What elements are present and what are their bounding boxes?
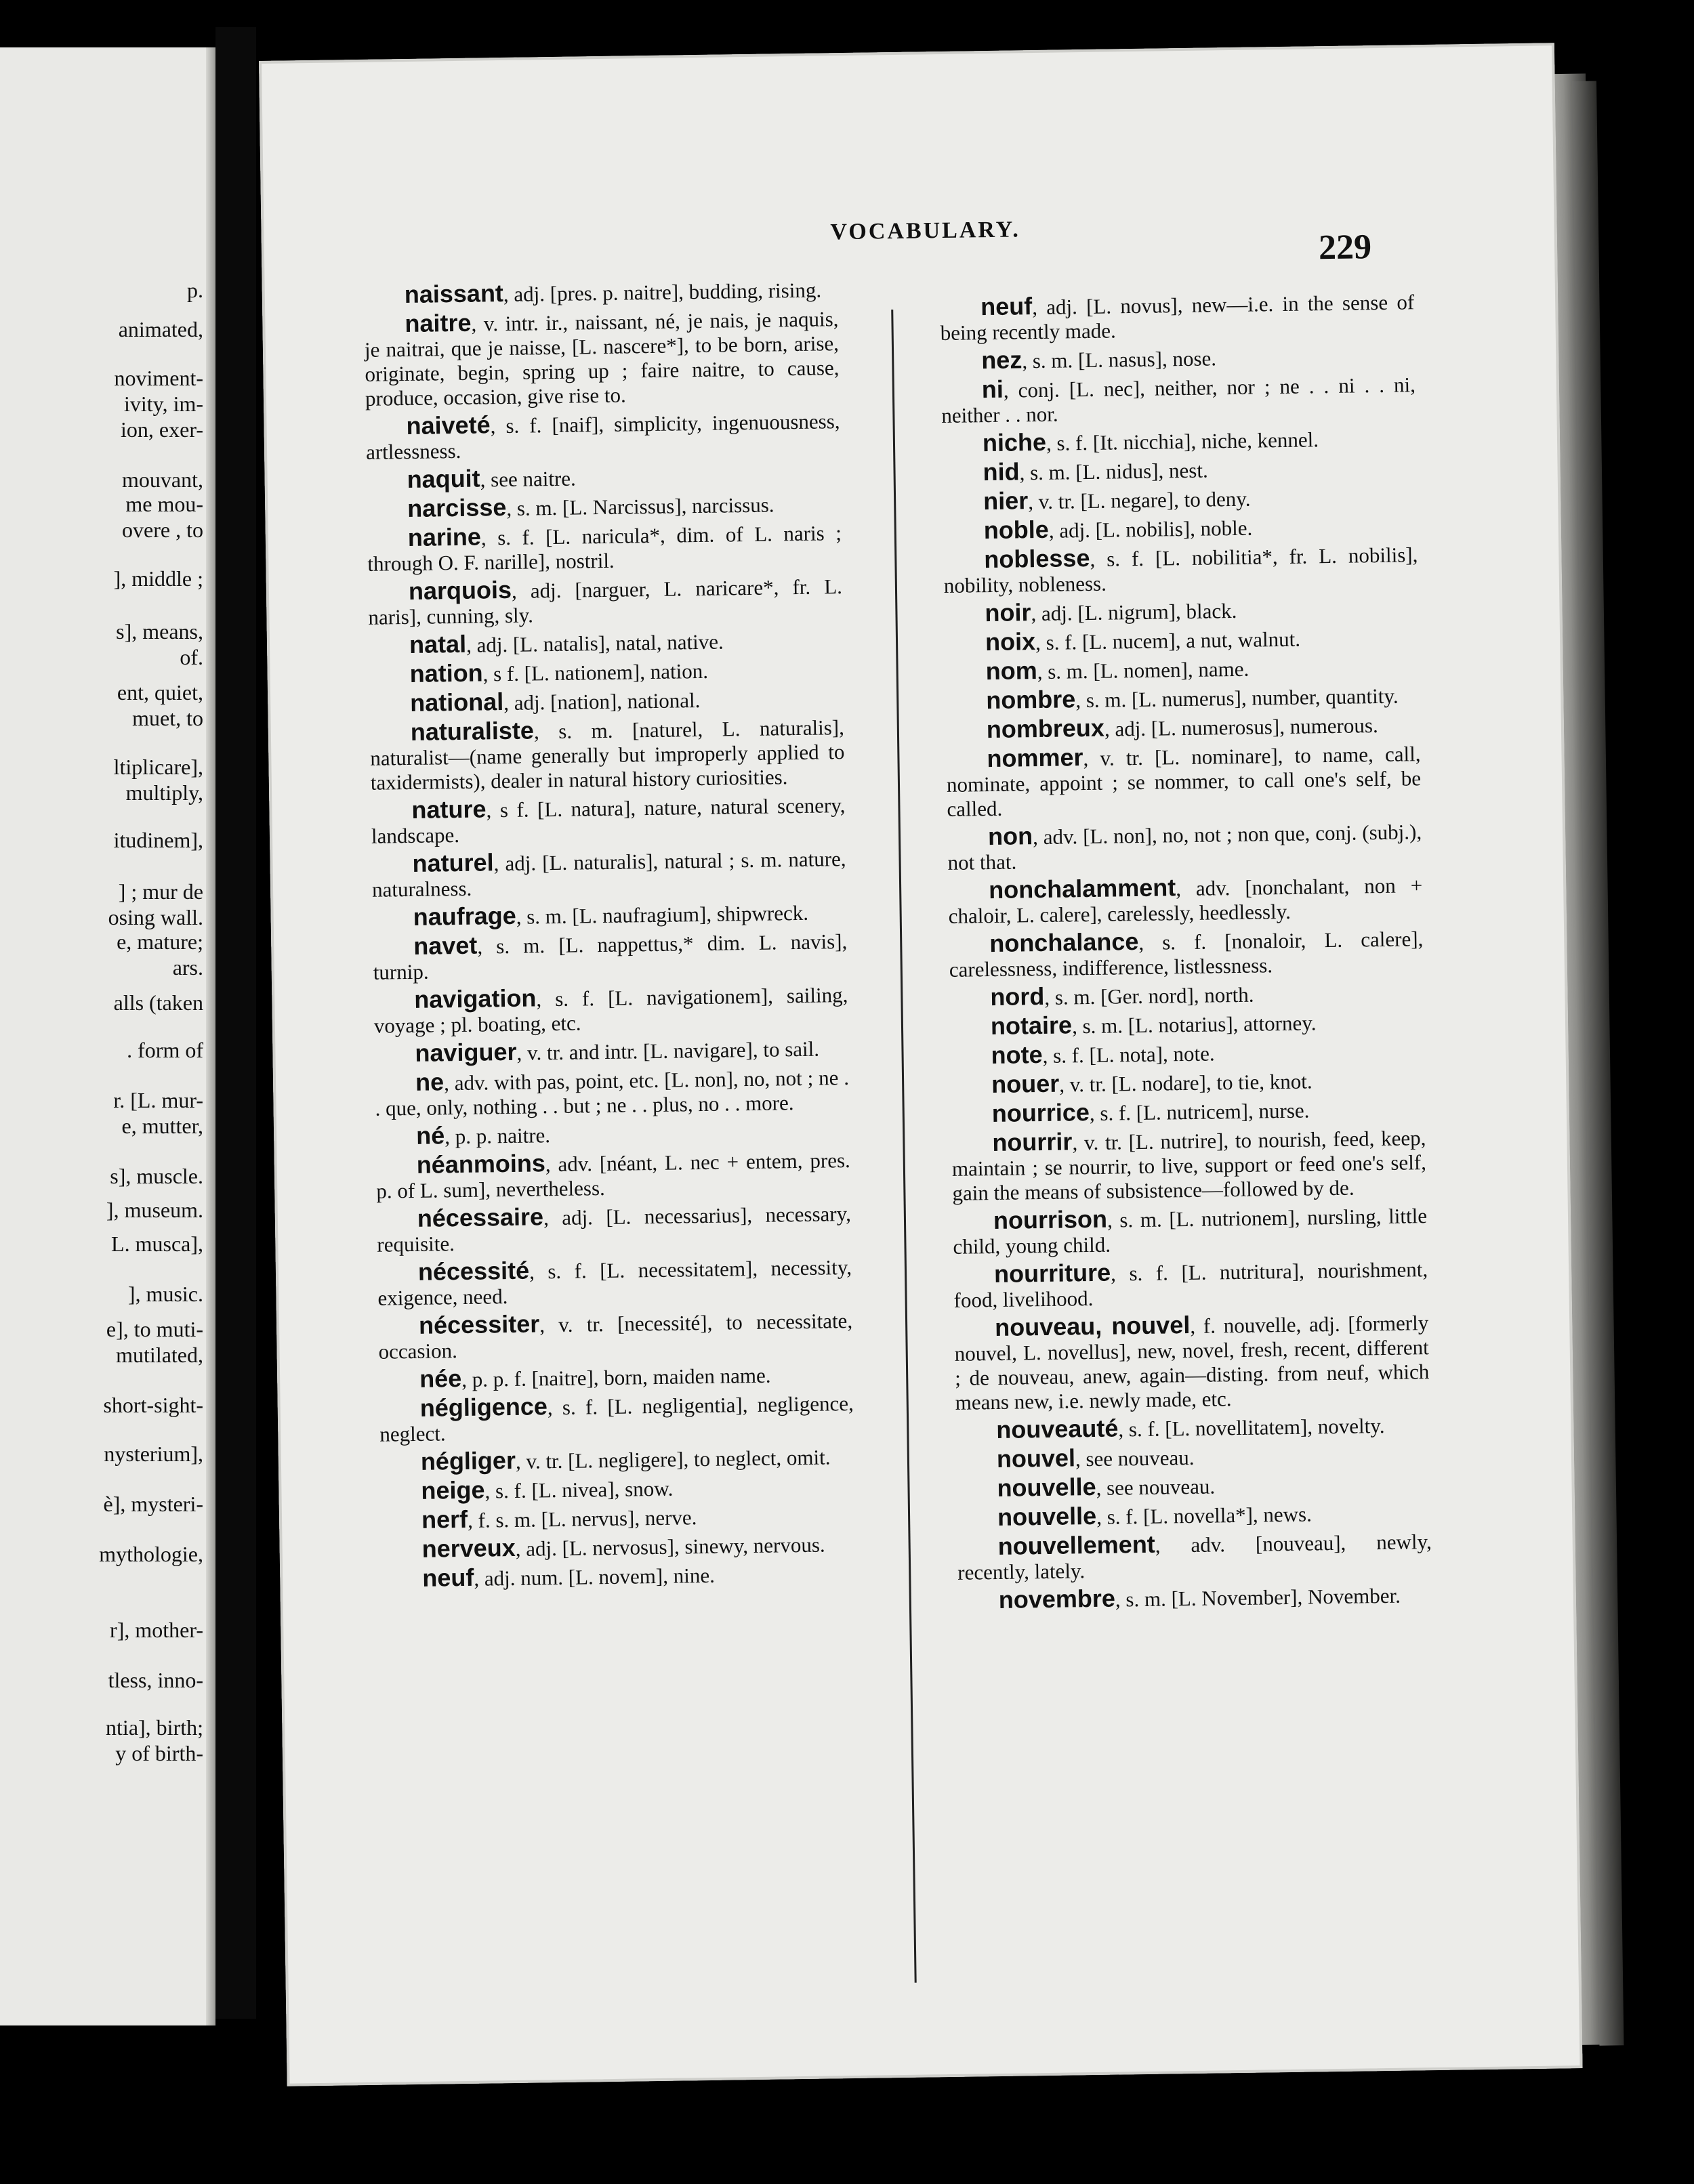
left-page-line: ntia], birth;	[106, 1715, 203, 1740]
dictionary-entry	[371, 792, 846, 849]
dictionary-entry	[948, 872, 1423, 929]
entry-definition: , v. tr. [L. negare], to deny.	[1027, 486, 1251, 514]
left-page-line: osing wall.	[108, 905, 203, 929]
entry-headword: nombre	[985, 685, 1076, 715]
dictionary-entry	[949, 925, 1424, 982]
entry-definition: , s. m. [L. naufragium], shipwreck.	[516, 900, 809, 929]
entry-headword: nid	[983, 457, 1020, 486]
entry-definition: , s. m. [L. nasus], nose.	[1022, 346, 1217, 373]
entry-headword: nouveauté	[996, 1414, 1119, 1444]
column-rule	[891, 310, 916, 1983]
entry-headword: noble	[983, 515, 1050, 545]
dictionary-entry	[381, 1502, 855, 1534]
entry-headword: née	[419, 1364, 462, 1393]
dictionary-entry	[951, 1095, 1426, 1128]
dictionary-entry	[941, 342, 1415, 375]
entry-headword: neuf	[980, 292, 1033, 321]
entry-headword: narcisse	[407, 492, 507, 523]
left-page-line: r. [L. mur-	[113, 1088, 203, 1112]
entry-headword: noir	[985, 598, 1031, 627]
entry-headword: nonchalamment	[988, 873, 1176, 904]
entry-headword: nouvelle	[997, 1472, 1096, 1502]
right-column	[940, 289, 1432, 1618]
dictionary-entry	[953, 1256, 1428, 1313]
entry-headword: nouvellement	[997, 1530, 1156, 1560]
left-page-line: ], music.	[127, 1282, 203, 1306]
dictionary-entry	[371, 845, 846, 902]
entry-headword: naiveté	[406, 411, 491, 440]
entry-headword: neuf	[422, 1563, 474, 1592]
left-page-line: tless, inno-	[108, 1668, 203, 1692]
left-page-line: of.	[180, 645, 203, 669]
dictionary-entry	[945, 624, 1419, 656]
entry-headword: nourrir	[992, 1127, 1073, 1157]
dictionary-entry	[376, 1147, 851, 1204]
entry-headword: natal	[409, 629, 467, 658]
dictionary-entry	[374, 1035, 848, 1068]
entry-definition: , conj. [L. nec], neither, nor ; ne . . ni . . ni, neither . . nor.	[941, 373, 1416, 427]
dictionary-entry	[941, 371, 1416, 428]
entry-definition: , s. f. [L. naricula*, dim. of L. naris ; through O. F. narille], nostril.	[367, 521, 842, 576]
dictionary-entry	[381, 1560, 856, 1593]
entry-definition: , s. f. [L. novellitatem], novelty.	[1118, 1414, 1385, 1442]
left-page-line: s], means,	[116, 619, 203, 644]
dictionary-entry	[369, 656, 843, 688]
entry-definition: , s. f. [L. nucem], a nut, walnut.	[1035, 627, 1301, 655]
entry-definition: , s. f. [L. nota], note.	[1042, 1041, 1215, 1068]
entry-headword: nourrice	[991, 1098, 1090, 1128]
entry-headword: naitre	[405, 308, 472, 338]
left-page-line: multiply,	[125, 780, 203, 805]
left-page-line: muet, to	[132, 706, 203, 730]
dictionary-entry	[380, 1473, 854, 1505]
entry-headword: nouer	[991, 1069, 1060, 1099]
left-page-line: . form of	[127, 1038, 203, 1062]
dictionary-entry	[379, 1361, 853, 1393]
left-page-line: y of birth-	[115, 1741, 203, 1765]
left-page-line: overe , to	[122, 518, 203, 542]
entry-definition: , adj. [narguer, L. naricare*, fr. L. naris], cunning, sly.	[368, 574, 843, 629]
dictionary-entry	[945, 653, 1419, 686]
entry-headword: nécessité	[417, 1256, 530, 1286]
entry-definition: , adv. [néant, L. nec + entem, pres. p. of L. sum], nevertheless.	[376, 1148, 850, 1203]
entry-headword: nouveau, nouvel	[994, 1310, 1191, 1342]
entry-definition: , see nouveau.	[1075, 1445, 1195, 1471]
left-page-line: ars.	[172, 955, 203, 980]
entry-definition: , s. f. [It. nicchia], niche, kennel.	[1046, 427, 1319, 455]
entry-headword: nez	[980, 345, 1022, 375]
dictionary-entry	[951, 1125, 1426, 1206]
dictionary-entry	[950, 1008, 1424, 1041]
left-page-line: noviment-	[114, 366, 203, 390]
entry-definition: , v. tr. [necessité], to necessitate, occasion.	[378, 1308, 853, 1364]
left-page-line: nysterium],	[104, 1442, 203, 1466]
dictionary-entry	[943, 483, 1417, 516]
entry-headword: nonchalance	[989, 927, 1139, 958]
dictionary-entry	[951, 1066, 1425, 1099]
dictionary-entry	[378, 1307, 853, 1364]
entry-headword: navet	[413, 931, 478, 960]
dictionary-entry	[367, 520, 842, 576]
entry-definition: , p. p. naitre.	[444, 1123, 551, 1149]
entry-headword: naissant	[404, 278, 504, 309]
entry-headword: naufrage	[413, 901, 516, 931]
entry-headword: nom	[985, 656, 1037, 686]
left-page-line: ] ; mur de	[118, 879, 203, 904]
dictionary-entry	[369, 685, 844, 717]
entry-definition: , s. f. [L. necessitatem], necessity, exigence, need.	[377, 1255, 852, 1310]
entry-definition: , s. m. [Ger. nord], north.	[1044, 982, 1254, 1009]
dictionary-entry	[367, 490, 841, 523]
entry-headword: nombreux	[986, 713, 1105, 744]
left-page-fold	[206, 47, 215, 2025]
entry-headword: nier	[983, 486, 1029, 516]
dictionary-entry	[956, 1470, 1430, 1503]
entry-headword: ni	[981, 375, 1004, 404]
entry-definition: , s f. [L. nationem], nation.	[482, 658, 709, 686]
entry-headword: nouvel	[996, 1444, 1076, 1473]
left-page-line: mythologie,	[99, 1542, 203, 1566]
entry-definition: , s. f. [L. nobilitia*, fr. L. nobilis], nobility, nobleness.	[943, 543, 1418, 597]
entry-headword: noblesse	[984, 543, 1090, 574]
entry-headword: nature	[411, 795, 487, 824]
entry-headword: nation	[409, 658, 483, 688]
book-gutter	[215, 27, 256, 2019]
dictionary-entry	[944, 595, 1418, 627]
entry-headword: nécessaire	[417, 1202, 544, 1232]
entry-definition: , s. m. [L. notarius], attorney.	[1071, 1011, 1317, 1038]
dictionary-entry	[381, 1531, 855, 1563]
entry-headword: nerveux	[421, 1533, 516, 1563]
entry-headword: ne	[415, 1068, 445, 1096]
left-page-line: ion, exer-	[121, 417, 203, 442]
entry-headword: nécessiter	[418, 1309, 540, 1339]
dictionary-entry	[947, 818, 1422, 875]
dictionary-entry	[942, 454, 1416, 486]
entry-headword: né	[415, 1121, 445, 1150]
entry-definition: , s. m. [L. November], November.	[1115, 1583, 1401, 1612]
dictionary-entry	[369, 627, 843, 659]
left-page-line: r], mother-	[110, 1618, 203, 1642]
entry-definition: , s. f. [L. nivea], snow.	[484, 1476, 674, 1503]
entry-definition: , s. f. [L. negligentia], negligence, neglect.	[379, 1391, 854, 1446]
entry-headword: néanmoins	[416, 1149, 546, 1179]
entry-definition: , s. m. [L. Narcissus], narcissus.	[506, 492, 774, 520]
entry-definition: , adj. [L. numerosus], numerous.	[1104, 713, 1378, 741]
entry-headword: neige	[421, 1475, 485, 1505]
entry-definition: , p. p. f. [naitre], born, maiden name.	[461, 1363, 771, 1392]
left-page-line: short-sight-	[103, 1393, 203, 1417]
entry-definition: , v. intr. ir., naissant, né, je nais, je naquis, je naitrai, que je naisse, [L. nascere*], to be born, arise, originate, begin, spring up ; faire naitre, to cause, produce, occasion, give rise to.	[364, 307, 840, 411]
entry-headword: nourriture	[993, 1258, 1111, 1288]
dictionary-entry	[365, 408, 840, 465]
entry-definition: , s. f. [L. novella*], news.	[1096, 1502, 1313, 1529]
entry-headword: naquit	[407, 464, 480, 494]
dictionary-entry	[943, 541, 1418, 598]
entry-headword: national	[409, 688, 504, 717]
dictionary-entry	[368, 573, 843, 630]
dictionary-entry	[957, 1528, 1432, 1585]
dictionary-entry	[940, 289, 1415, 345]
dictionary-entry	[370, 714, 845, 795]
left-page-line: L. musca],	[111, 1232, 203, 1256]
dictionary-entry	[377, 1254, 852, 1311]
entry-definition: , v. tr. [L. nutrire], to nourish, feed, keep, maintain ; se nourrir, to live, support or feed one's self, gain the means of subsistence—followed by de.	[951, 1126, 1427, 1205]
entry-definition: , see naitre.	[480, 466, 577, 492]
dictionary-page	[259, 43, 1583, 2086]
dictionary-entry	[946, 711, 1420, 744]
entry-definition: , adj. [nation], national.	[503, 688, 701, 715]
dictionary-entry	[958, 1582, 1432, 1614]
dictionary-entry	[946, 740, 1421, 822]
left-page-line: ], middle ;	[113, 566, 203, 591]
dictionary-entry	[943, 512, 1418, 545]
left-page-line: ivity, im-	[123, 392, 203, 416]
left-page-line: ent, quiet,	[117, 680, 203, 705]
page-number: 229	[1318, 228, 1372, 268]
entry-headword: non	[987, 822, 1033, 851]
left-page-line: s], muscle.	[110, 1164, 203, 1188]
entry-headword: note	[991, 1040, 1043, 1070]
left-page-line: alls (taken	[113, 990, 203, 1015]
entry-headword: notaire	[990, 1011, 1073, 1041]
dictionary-entry	[957, 1499, 1431, 1532]
entry-definition: , s. m. [L. nutrionem], nursling, little child, young child.	[953, 1204, 1428, 1259]
dictionary-entry	[955, 1412, 1430, 1444]
entry-headword: nouvelle	[997, 1501, 1097, 1531]
entry-definition: , adv. [L. non], no, not ; non que, conj. (subj.), not that.	[947, 820, 1422, 875]
left-page-line: è], mysteri-	[103, 1492, 203, 1516]
dictionary-entry	[372, 899, 846, 931]
entry-definition: , v. tr. and intr. [L. navigare], to sail.	[516, 1036, 820, 1065]
entry-definition: , s. f. [L. nutricem], nurse.	[1089, 1098, 1310, 1126]
entry-definition: , adv. [nonchalant, non + chaloir, L. calere], carelessly, heedlessly.	[948, 873, 1423, 928]
left-page-line: animated,	[118, 317, 203, 341]
entry-headword: noix	[985, 627, 1036, 656]
entry-definition: , s. m. [naturel, L. naturalis], naturalist—(name generally but improperly applied to taxidermists), dealer in natural history curiosities.	[370, 715, 845, 795]
dictionary-entry	[950, 1037, 1424, 1070]
entry-headword: narquois	[408, 575, 512, 605]
dictionary-entry	[379, 1390, 854, 1447]
left-page-line: me mou-	[125, 492, 203, 516]
entry-definition: , s. f. [L. nutritura], nourishment, food, livelihood.	[953, 1257, 1428, 1312]
dictionary-entry	[364, 276, 838, 309]
left-page-line: ], museum.	[106, 1198, 203, 1222]
entry-definition: , see nouveau.	[1096, 1474, 1216, 1500]
entry-definition: , adj. [L. nobilis], noble.	[1048, 516, 1253, 543]
entry-definition: , f. s. m. [L. nervus], nerve.	[467, 1505, 697, 1532]
dictionary-entry	[380, 1444, 854, 1476]
entry-definition: , adj. [L. nigrum], black.	[1031, 598, 1237, 626]
entry-headword: niche	[982, 427, 1047, 457]
entry-definition: , s. m. [L. nomen], name.	[1037, 656, 1249, 684]
entry-definition: , adj. [L. naturalis], natural ; s. m. nature, naturalness.	[371, 847, 846, 902]
dictionary-entry	[375, 1118, 850, 1150]
entry-headword: nourrison	[993, 1204, 1108, 1235]
entry-definition: , v. tr. [L. nodare], to tie, knot.	[1058, 1069, 1313, 1097]
entry-headword: négligence	[419, 1392, 548, 1422]
left-page-line: mutilated,	[116, 1343, 203, 1367]
entry-definition: , adj. [L. natalis], natal, native.	[466, 629, 724, 657]
left-page-line: ltiplicare],	[113, 755, 203, 779]
entry-definition: , s. m. [L. nappettus,* dim. L. navis], turnip.	[373, 929, 848, 984]
entry-headword: nord	[990, 982, 1045, 1011]
dictionary-entry	[375, 1064, 850, 1121]
entry-definition: , adj. [L. nervosus], sinewy, nervous.	[515, 1532, 825, 1561]
left-page-line: e, mature;	[117, 929, 203, 954]
entry-definition: , adj. [L. novus], new—i.e. in the sense of being recently made.	[940, 290, 1415, 345]
entry-definition: , s f. [L. natura], nature, natural scenery, landscape.	[371, 793, 846, 848]
entry-headword: naviguer	[415, 1037, 517, 1067]
dictionary-entry	[373, 982, 848, 1038]
left-page-line: e], to muti-	[106, 1317, 203, 1341]
entry-definition: , adj. [L. necessarius], necessary, requisite.	[377, 1201, 852, 1257]
dictionary-entry	[377, 1200, 852, 1257]
dictionary-entry	[949, 979, 1424, 1011]
entry-definition: , adv. [nouveau], newly, recently, lately.	[957, 1530, 1432, 1584]
entry-definition: , adv. with pas, point, etc. [L. non], no, not ; ne . . que, only, nothing . . but ; ne . . plus, no . . more.	[375, 1065, 850, 1120]
entry-definition: , adj. num. [L. novem], nine.	[474, 1563, 716, 1591]
entry-definition: , s. m. [L. nidus], nest.	[1019, 458, 1208, 485]
entry-definition: , adj. [pres. p. naitre], budding, rising.	[503, 278, 822, 306]
dictionary-entry	[954, 1309, 1430, 1415]
entry-definition: , s. m. [L. numerus], number, quantity.	[1075, 684, 1399, 713]
entry-definition: , f. nouvelle, adj. [formerly nouvel, L. novellus], new, novel, fresh, recent, different ; de nouveau, anew, again—disting. from neuf, which means new, i.e. newly made, etc.	[954, 1311, 1430, 1414]
entry-definition: , v. tr. [L. nominare], to name, call, nominate, appoint ; se nommer, to call one's self, be called.	[946, 742, 1422, 821]
left-page-line: mouvant,	[122, 467, 203, 492]
dictionary-entry	[364, 306, 840, 411]
entry-definition: , v. tr. [L. negligere], to neglect, omit.	[515, 1445, 831, 1473]
left-facing-page	[0, 47, 215, 2025]
entry-definition: , s. f. [L. navigationem], sailing, voyage ; pl. boating, etc.	[373, 982, 848, 1038]
left-page-line: itudinem],	[113, 828, 203, 852]
left-page-line: p.	[187, 278, 203, 302]
entry-definition: , s. f. [naif], simplicity, ingenuousness, artlessness.	[365, 409, 840, 464]
entry-headword: navigation	[414, 984, 537, 1013]
entry-headword: négliger	[420, 1446, 516, 1475]
left-column	[364, 276, 856, 1596]
dictionary-entry	[942, 425, 1416, 457]
entry-headword: narine	[407, 522, 482, 551]
running-head: VOCABULARY.	[830, 217, 1020, 245]
entry-headword: nommer	[987, 743, 1083, 773]
dictionary-entry	[953, 1202, 1428, 1259]
dictionary-entry	[373, 928, 848, 985]
dictionary-entry	[956, 1441, 1430, 1473]
left-page-line: e, mutter,	[121, 1114, 203, 1138]
entry-definition: , s. f. [nonaloir, L. calere], carelessness, indifference, listlessness.	[949, 927, 1424, 982]
dictionary-entry	[366, 461, 840, 494]
entry-headword: nerf	[421, 1505, 468, 1534]
entry-headword: naturel	[412, 848, 494, 877]
dictionary-entry	[945, 682, 1420, 715]
entry-headword: naturaliste	[410, 716, 535, 746]
entry-headword: novembre	[998, 1584, 1116, 1614]
